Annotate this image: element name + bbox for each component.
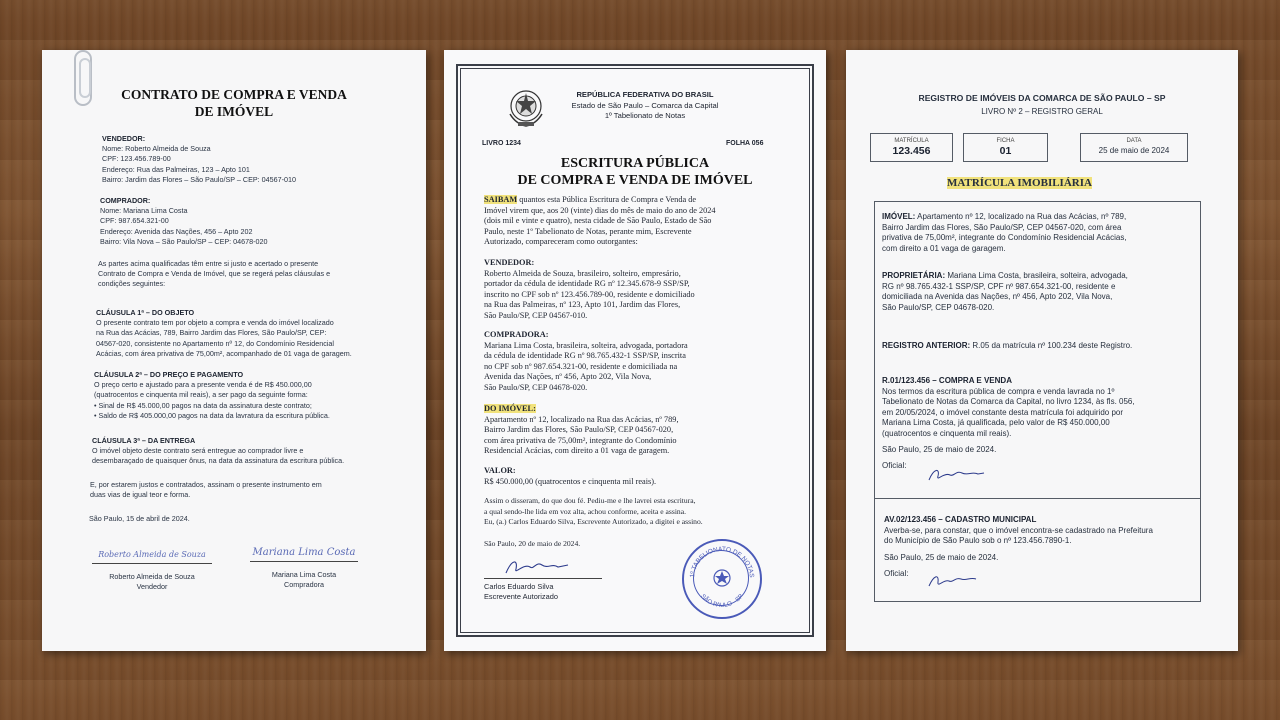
- section-line: São Paulo/SP, CEP 04567-010.: [484, 310, 588, 320]
- field-line: São Paulo/SP, CEP 04678-020.: [882, 302, 995, 312]
- field-line: com direito a 01 vaga de garagem.: [882, 243, 1006, 253]
- property-heading-highlight: DO IMÓVEL:: [484, 404, 536, 413]
- saibam-highlight: SAIBAM: [484, 195, 518, 204]
- buyer-district: Bairro: Vila Nova – São Paulo/SP – CEP: 04678-020: [100, 236, 268, 246]
- matricula-value: 123.456: [892, 145, 931, 157]
- matricula-label: MATRÍCULA: [894, 138, 929, 144]
- buyer-heading: COMPRADOR:: [100, 196, 151, 205]
- book-number: LIVRO 1234: [482, 140, 521, 147]
- deed-header-office: 1º Tabelionato de Notas: [604, 111, 686, 120]
- seller-signature-block: [92, 550, 212, 593]
- field-line: RG nº 98.765.432-1 SSP/SP, CPF nº 987.654.321-00, residente e: [882, 281, 1116, 291]
- entry-line: Tabelionato de Notas da Comarca da Capital, no livro 1234, às fls. 056,: [882, 397, 1135, 406]
- buyer-name: Nome: Mariana Lima Costa: [100, 206, 188, 216]
- deed-value-section: [484, 466, 656, 487]
- clause-heading: CLÁUSULA 1ª – DO OBJETO: [96, 308, 195, 317]
- deed-header-state: Estado de São Paulo – Comarca da Capital: [571, 100, 719, 110]
- paragraph-line: Autorizado, compareceram como outorgantes:: [484, 237, 638, 247]
- section-line: com área privativa de 75,00m², integrante do Condomínio: [484, 435, 677, 445]
- official-signature-icon: [926, 570, 982, 592]
- ficha-value: 01: [999, 145, 1012, 157]
- clause-line: O preço certo e ajustado para a presente venda é de R$ 450.000,00: [94, 380, 312, 390]
- entry-date: São Paulo, 25 de maio de 2024.: [882, 445, 997, 454]
- attestation-line: a qual sendo-lhe lida em voz alta, achou conforme, aceita e assina.: [484, 506, 686, 516]
- field-text: R.05 da matrícula nº 100.234 deste Registro.: [970, 341, 1133, 350]
- deed-header-country: REPÚBLICA FEDERATIVA DO BRASIL: [576, 90, 714, 99]
- property-registry-document: [846, 50, 1238, 651]
- bullet-text: Saldo de R$ 405.000,00 pagos na data da lavratura da escritura pública.: [98, 410, 330, 420]
- section-line: inscrito no CPF sob nº 123.456.789-00, residente e domiciliado: [484, 289, 695, 299]
- date-label: DATA: [1126, 138, 1142, 144]
- deed-title-line2: DE COMPRA E VENDA DE IMÓVEL: [517, 173, 753, 188]
- stamp-top-text: 1º TABELIONATO DE NOTAS: [688, 545, 756, 579]
- section-line: Avenida das Nações, nº 456, Apto 202, Vila Nova,: [484, 372, 652, 382]
- intro-line: As partes acima qualificadas têm entre si justo e acertado o presente: [98, 259, 319, 268]
- section-line: Residencial Acácias, com direito a 01 vaga de garagem.: [484, 446, 670, 456]
- notary-role: Escrevente Autorizado: [484, 592, 558, 601]
- deed-seller-section: [484, 258, 695, 322]
- buyer-signature-block: [250, 548, 358, 591]
- registry-header-title: REGISTRO DE IMÓVEIS DA COMARCA DE SÃO PAULO – SP: [918, 93, 1166, 103]
- clause-line: O presente contrato tem por objeto a compra e venda do imóvel localizado: [96, 318, 334, 328]
- matricula-box: [870, 133, 953, 162]
- entry-date: São Paulo, 25 de maio de 2024.: [884, 552, 999, 562]
- field-label: PROPRIETÁRIA:: [882, 271, 946, 280]
- entry-heading: AV.02/123.456 – CADASTRO MUNICIPAL: [884, 515, 1037, 524]
- seller-heading: VENDEDOR:: [102, 134, 146, 143]
- section-line: da cédula de identidade RG nº 98.765.432-1 SSP/SP, inscrita: [484, 351, 686, 361]
- buyer-address: Endereço: Avenida das Nações, 456 – Apto 202: [100, 226, 253, 236]
- deed-opening-paragraph: [484, 195, 716, 248]
- entry-line: em 20/05/2024, o imóvel constante desta matrícula foi adquirido por: [882, 407, 1124, 417]
- clause-1: [96, 308, 352, 359]
- stamp-bottom-text: SÃO PAULO - SP: [699, 592, 745, 610]
- section-line: Mariana Lima Costa, brasileira, solteira, advogada, portadora: [484, 340, 688, 350]
- official-label: Oficial:: [884, 569, 909, 578]
- deed-date: São Paulo, 20 de maio de 2024.: [484, 539, 581, 548]
- official-signature-icon: [926, 464, 986, 486]
- closing-paragraph: [90, 480, 322, 500]
- seller-signature-role: Vendedor: [136, 582, 168, 592]
- field-text: Mariana Lima Costa, brasileira, solteira, advogada,: [945, 271, 1128, 280]
- contract-date: São Paulo, 15 de abril de 2024.: [89, 514, 190, 523]
- bullet-item: • Sinal de R$ 45.000,00 pagos na data da assinatura deste contrato;: [94, 400, 312, 410]
- property-description: [882, 212, 1127, 254]
- seller-name: Nome: Roberto Almeida de Souza: [102, 144, 211, 154]
- field-line: Bairro Jardim das Flores, São Paulo/SP, CEP 04567-020, com área: [882, 222, 1122, 232]
- clause-heading: CLÁUSULA 2ª – DO PREÇO E PAGAMENTO: [94, 370, 244, 379]
- attestation-line: Eu, (a.) Carlos Eduardo Silva, Escrevente Autorizado, a digitei e assino.: [484, 517, 703, 527]
- intro-line: condições seguintes:: [98, 279, 166, 289]
- clause-line: (quatrocentos e cinquenta mil reais), a ser pago da seguinte forma:: [94, 390, 308, 400]
- previous-registration: [882, 341, 1132, 352]
- deed-header: [560, 90, 730, 122]
- bullet-text: Sinal de R$ 45.000,00 pagos na data da assinatura deste contrato;: [98, 400, 312, 410]
- clause-line: desembaraçado de quaisquer ônus, na data da assinatura da escritura pública.: [92, 456, 345, 466]
- owner-description: [882, 271, 1128, 313]
- registry-title-highlight: MATRÍCULA IMOBILIÁRIA: [947, 177, 1092, 189]
- paragraph-text: quantos esta Pública Escritura de Compra e Venda de: [517, 195, 697, 204]
- deed-property-section: [484, 404, 679, 457]
- paragraph-line: Imóvel virem que, aos 20 (vinte) dias do mês de maio do ano de 2024: [484, 205, 716, 215]
- section-line: Roberto Almeida de Souza, brasileiro, solteiro, empresário,: [484, 268, 681, 278]
- entry-line: do Município de São Paulo sob o nº 123.456.7890-1.: [884, 536, 1072, 545]
- ficha-label: FICHA: [996, 138, 1015, 144]
- signature-line: [484, 578, 602, 579]
- seller-signature-name: Roberto Almeida de Souza: [92, 563, 212, 582]
- entry-line: Nos termos da escritura pública de compra e venda lavrada no 1º: [882, 386, 1115, 396]
- seller-address: Endereço: Rua das Palmeiras, 123 – Apto 101: [102, 164, 250, 174]
- entry-av02: [884, 515, 1153, 580]
- buyer-signature-name: Mariana Lima Costa: [250, 561, 358, 580]
- clause-2: [94, 370, 330, 421]
- section-line: São Paulo/SP, CEP 04678-020.: [484, 382, 588, 392]
- registry-header-book: LIVRO Nº 2 – REGISTRO GERAL: [981, 107, 1103, 116]
- closing-line: duas vias de igual teor e forma.: [90, 490, 191, 500]
- entry-line: Averba-se, para constar, que o imóvel encontra-se cadastrado na Prefeitura: [884, 525, 1153, 535]
- entry-heading: R.01/123.456 – COMPRA E VENDA: [882, 376, 1012, 385]
- buyer-cpf: CPF: 987.654.321-00: [100, 216, 169, 226]
- registry-title: [942, 177, 1097, 190]
- paragraph-line: Paulo, neste 1º Tabelionato de Notas, perante mim, Escrevente: [484, 226, 692, 236]
- contract-title-line1: CONTRATO DE COMPRA E VENDA: [121, 87, 347, 102]
- closing-line: E, por estarem justos e contratados, assinam o presente instrumento em: [90, 480, 322, 489]
- purchase-contract-document: [42, 50, 426, 651]
- buyer-signature-role: Compradora: [284, 580, 324, 590]
- notary-name: Carlos Eduardo Silva: [484, 582, 554, 591]
- clause-heading: CLÁUSULA 3ª – DA ENTREGA: [92, 436, 196, 445]
- bullet-item: • Saldo de R$ 405.000,00 pagos na data da lavratura da escritura pública.: [94, 410, 330, 420]
- clause-line: O imóvel objeto deste contrato será entregue ao comprador livre e: [92, 446, 304, 456]
- intro-paragraph: [98, 259, 330, 290]
- ficha-box: [963, 133, 1048, 162]
- section-line: R$ 450.000,00 (quatrocentos e cinquenta mil reais).: [484, 476, 657, 486]
- deed-buyer-section: [484, 330, 688, 394]
- attestation-line: Assim o disseram, do que dou fé. Pediu-me e lhe lavrei esta escritura,: [484, 496, 696, 505]
- section-line: portador da cédula de identidade RG nº 12.345.678-9 SSP/SP,: [484, 279, 690, 289]
- paragraph-line: (dois mil e vinte e quatro), nesta cidade de São Paulo, Estado de São: [484, 216, 712, 226]
- entry-r01: [882, 376, 1135, 471]
- section-line: na Rua das Palmeiras, nº 123, Apto 101, Jardim das Flores,: [484, 300, 681, 310]
- field-line: domiciliada na Avenida das Nações, nº 456, Apto 202, Vila Nova,: [882, 292, 1113, 301]
- date-value: 25 de maio de 2024: [1098, 146, 1170, 155]
- seller-district: Bairro: Jardim das Flores – São Paulo/SP – CEP: 04567-010: [102, 174, 297, 184]
- field-line: privativa de 75,00m², integrante do Condomínio Residencial Acácias,: [882, 233, 1127, 242]
- deed-title-line1: ESCRITURA PÚBLICA: [560, 156, 710, 171]
- stamp-emblem-icon: [684, 541, 760, 617]
- page-number: FOLHA 056: [726, 140, 764, 147]
- entry-line: Mariana Lima Costa, já qualificada, pelo valor de R$ 450.000,00: [882, 418, 1110, 427]
- deed-attestation: [484, 496, 703, 528]
- seller-cpf: CPF: 123.456.789-00: [102, 154, 171, 164]
- clause-line: Acácias, com área privativa de 75,00m², acompanhado de 01 vaga de garagem.: [96, 348, 352, 358]
- notary-stamp: [682, 539, 762, 619]
- clause-3: [92, 436, 344, 467]
- seller-signature: Roberto Almeida de Souza: [98, 550, 206, 559]
- coat-of-arms-icon: [504, 84, 548, 130]
- paperclip: [74, 50, 92, 106]
- buyer-signature: Mariana Lima Costa: [252, 547, 356, 558]
- section-line: Apartamento nº 12, localizado na Rua das Acácias, nº 789,: [484, 414, 679, 424]
- notary-signature-icon: [502, 555, 572, 579]
- contract-title-line2: DE IMÓVEL: [194, 104, 274, 119]
- deed-title: [444, 155, 826, 189]
- clause-line: na Rua das Acácias, 789, Bairro Jardim das Flores, São Paulo/SP, CEP:: [96, 328, 327, 338]
- field-label: IMÓVEL:: [882, 212, 916, 221]
- intro-line: Contrato de Compra e Venda de Imóvel, que se regerá pelas cláusulas e: [98, 269, 331, 279]
- public-deed-document: [444, 50, 826, 651]
- section-heading: VENDEDOR:: [484, 258, 535, 267]
- notary-signature-block: [484, 582, 558, 602]
- section-line: no CPF sob nº 987.654.321-00, residente e domiciliada na: [484, 361, 678, 371]
- svg-text:SÃO PAULO - SP: [699, 593, 745, 609]
- field-text: Apartamento nº 12, localizado na Rua das Acácias, nº 789,: [915, 212, 1127, 221]
- seller-block: [102, 134, 296, 185]
- section-heading: VALOR:: [484, 466, 516, 475]
- official-label: Oficial:: [882, 460, 907, 470]
- section-heading: COMPRADORA:: [484, 330, 549, 339]
- entry-line: (quatrocentos e cinquenta mil reais).: [882, 428, 1012, 438]
- date-box: [1080, 133, 1188, 162]
- clause-line: 04567-020, consistente no Apartamento nº 12, do Condomínio Residencial: [96, 338, 334, 348]
- buyer-block: [100, 196, 268, 247]
- field-label: REGISTRO ANTERIOR:: [882, 341, 971, 350]
- section-line: Bairro Jardim das Flores, São Paulo/SP, CEP 04567-020,: [484, 425, 674, 435]
